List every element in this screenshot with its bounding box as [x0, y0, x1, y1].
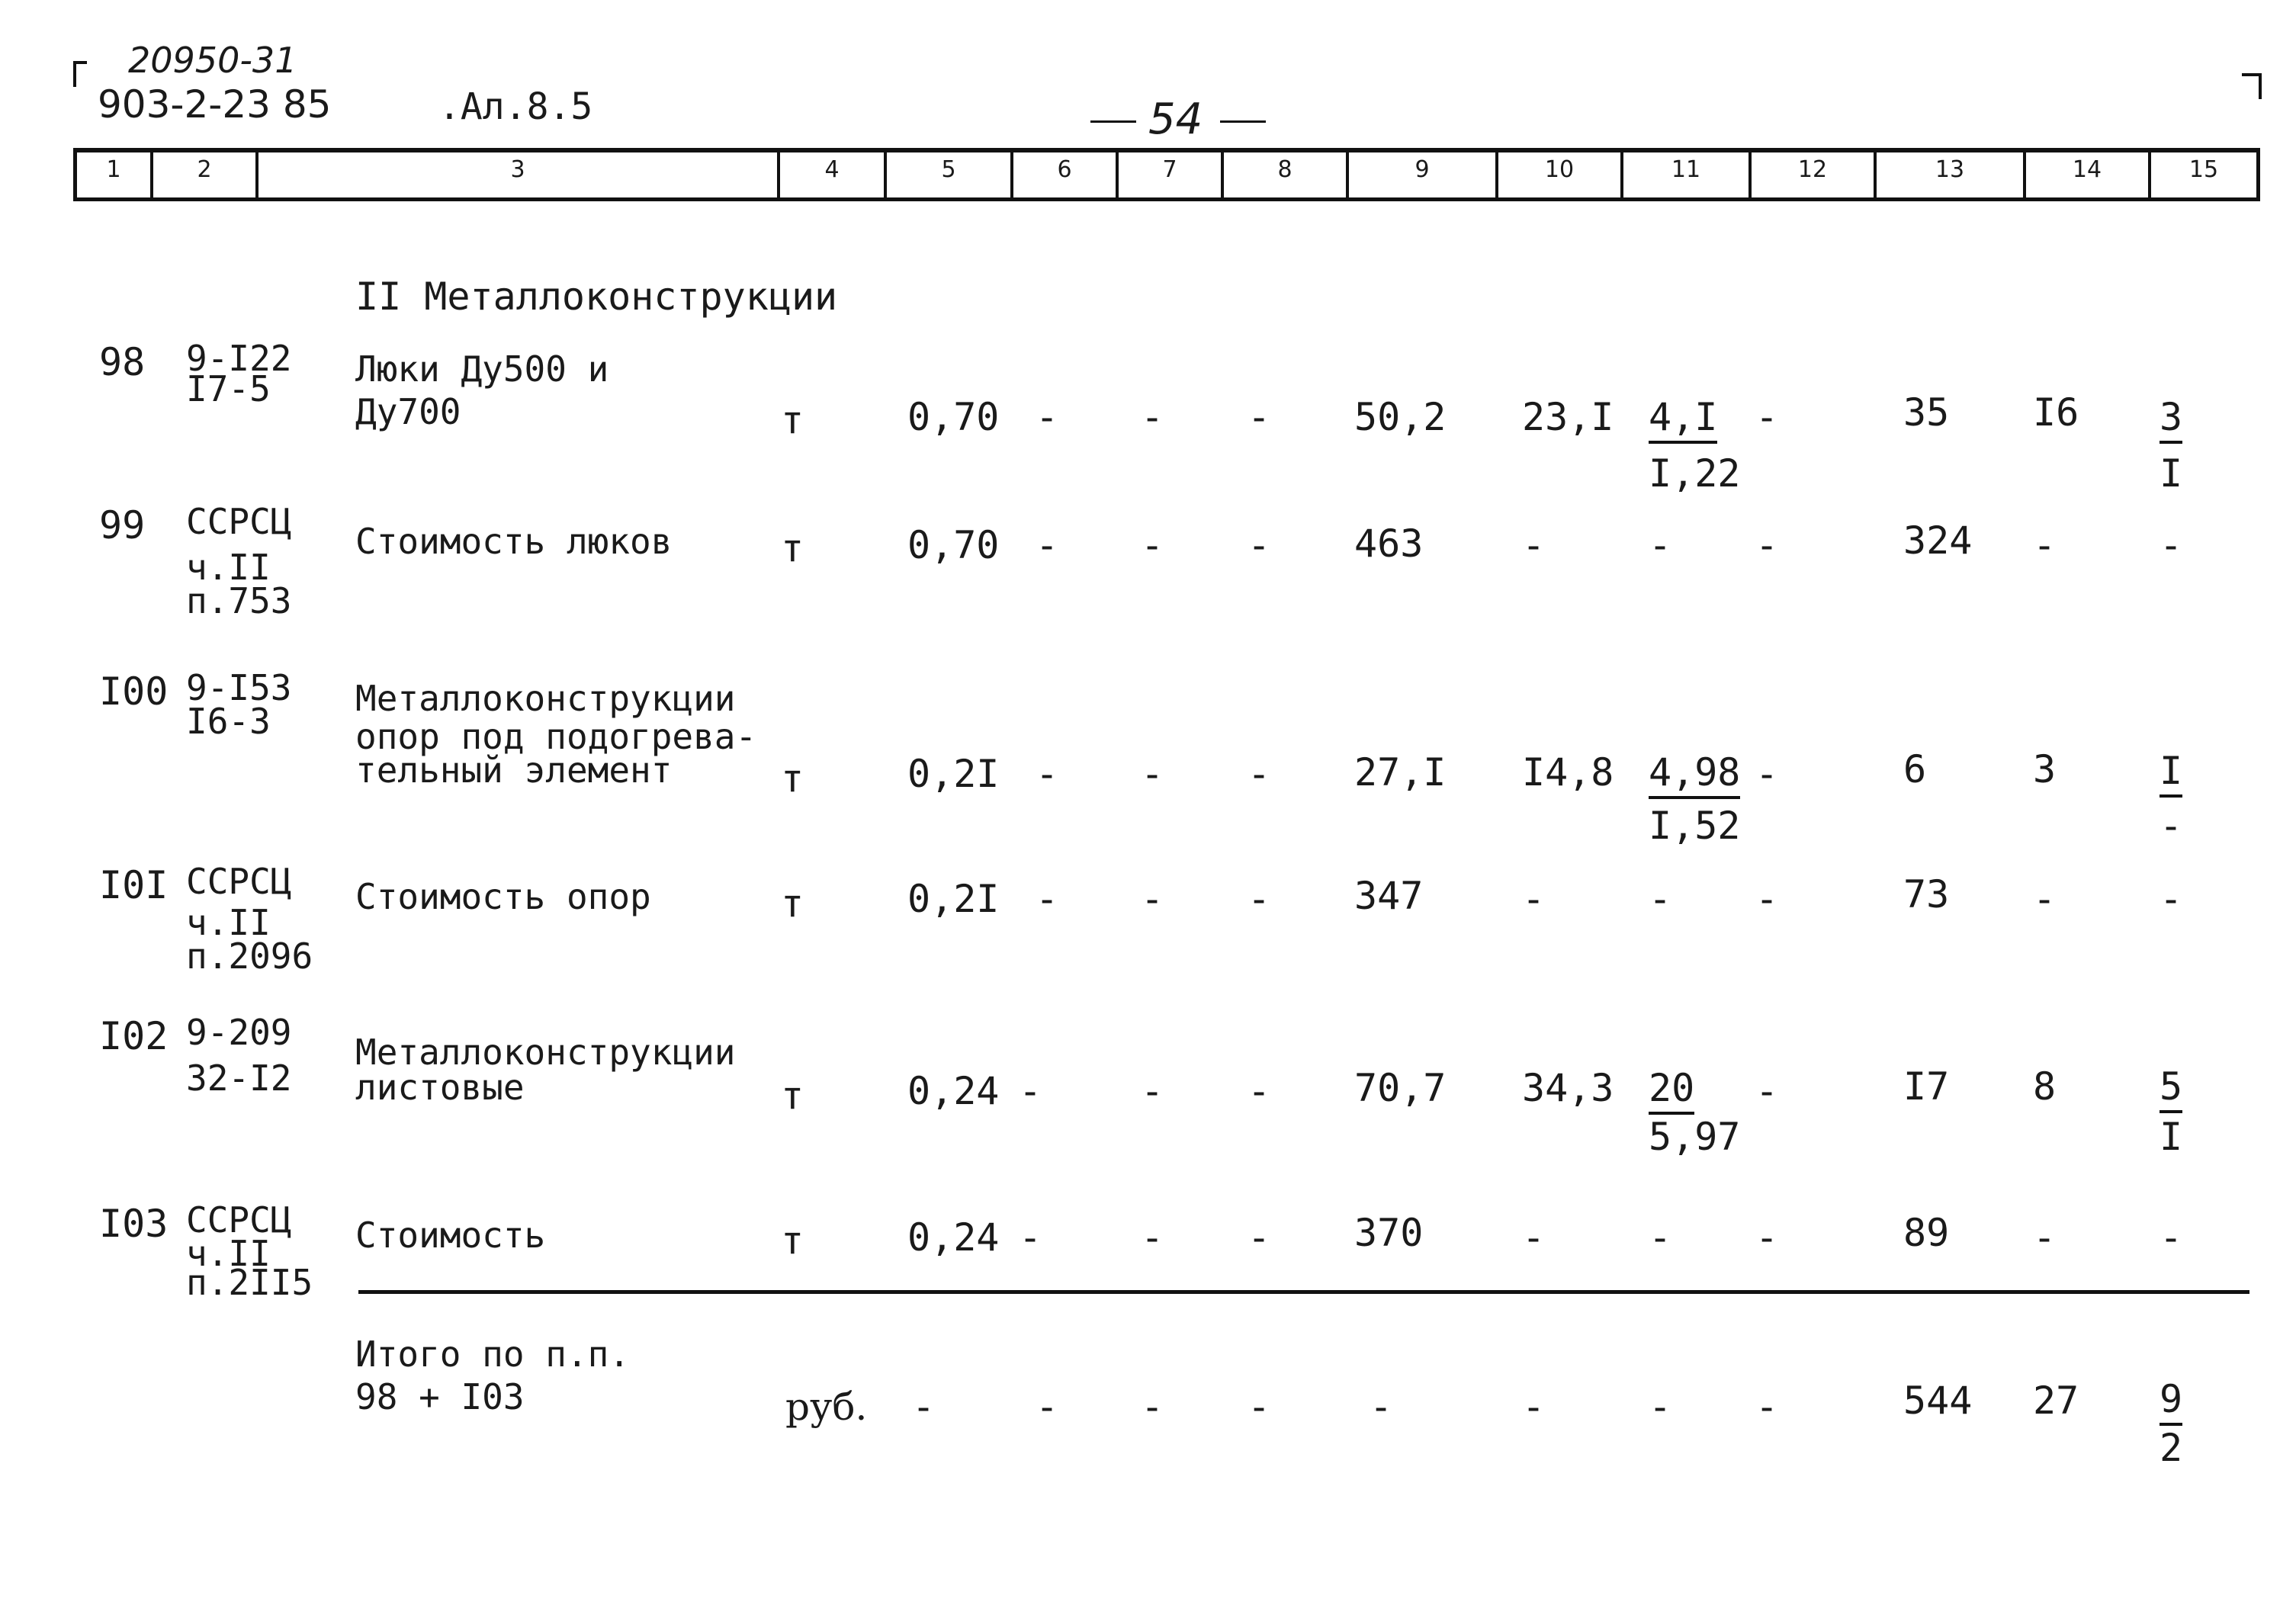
row-100-number: I00: [99, 669, 169, 714]
col-header-8: 8: [1224, 152, 1349, 197]
row-98-unit: т: [781, 398, 804, 442]
total-c11: -: [1649, 1385, 1672, 1429]
col-header-15: 15: [2188, 156, 2219, 183]
row-101-c12: -: [1755, 877, 1779, 921]
col-header-7: 7: [1119, 152, 1224, 197]
row-102-c10: 34,3: [1522, 1066, 1614, 1110]
row-99-c13: 324: [1903, 518, 1973, 563]
row-102-c11-top: 20: [1649, 1066, 1694, 1115]
col-header-14: 14: [2026, 152, 2151, 197]
row-103-c9: 370: [1354, 1211, 1424, 1255]
row-101-code-1: ССРСЦ: [186, 861, 292, 902]
row-98-c8: -: [1248, 395, 1271, 439]
row-98-number: 98: [99, 340, 146, 384]
row-100-c11-top: 4,98: [1649, 750, 1740, 799]
row-98-c15-top: 3: [2160, 395, 2182, 444]
row-100-c12: -: [1755, 752, 1779, 796]
row-101-c13: 73: [1903, 872, 1950, 916]
row-102-code-1: 9-209: [186, 1012, 292, 1053]
row-103-c12: -: [1755, 1215, 1779, 1260]
row-98-c12: -: [1755, 395, 1779, 439]
row-101-c14: -: [2033, 877, 2057, 921]
row-99-c15-top: -: [2160, 523, 2183, 567]
row-102-c9: 70,7: [1354, 1066, 1447, 1110]
row-101-c9: 347: [1354, 874, 1424, 918]
row-99-c10: -: [1522, 523, 1546, 567]
row-99-code-3: п.753: [186, 580, 292, 621]
page-dash-left: [1090, 120, 1136, 123]
row-101-number: I0I: [99, 863, 169, 907]
row-103-code-3: п.2II5: [186, 1262, 313, 1303]
row-103-unit: т: [781, 1218, 804, 1263]
row-100-c15-bottom: -: [2160, 804, 2183, 848]
row-100-c8: -: [1248, 752, 1271, 796]
total-label-2: 98 + I03: [355, 1376, 525, 1417]
total-c9: -: [1370, 1385, 1393, 1429]
row-100-desc-2: опор под подогрева-: [355, 716, 757, 757]
row-99-c6: -: [1036, 523, 1059, 567]
row-98-c11-top: 4,I: [1649, 395, 1717, 444]
row-98-c7: -: [1141, 395, 1164, 439]
row-103-c10: -: [1522, 1215, 1546, 1260]
total-c15-top: 9: [2160, 1377, 2182, 1426]
row-99-qty: 0,70: [907, 523, 1000, 567]
row-102-c14: 8: [2033, 1064, 2057, 1109]
document-code: 903-2-23 85: [98, 82, 332, 127]
row-100-c13: 6: [1903, 747, 1927, 791]
row-98-c10: 23,I: [1522, 395, 1614, 439]
row-101-code-3: п.2096: [186, 936, 313, 977]
row-99-c7: -: [1141, 523, 1164, 567]
row-101-c15-top: -: [2160, 877, 2183, 921]
row-100-c7: -: [1141, 752, 1164, 796]
row-103-c7: -: [1141, 1215, 1164, 1260]
col-header-2: 2: [153, 152, 259, 197]
row-99-c14: -: [2033, 523, 2057, 567]
row-100-unit: т: [781, 756, 804, 801]
row-99-desc-1: Стоимость люков: [355, 521, 673, 562]
row-103-c13: 89: [1903, 1211, 1950, 1255]
row-101-c8: -: [1248, 877, 1271, 921]
total-c13: 544: [1903, 1379, 1973, 1423]
row-101-code-2: ч.II: [186, 902, 271, 943]
row-98-desc-2: Ду700: [355, 391, 461, 432]
row-102-number: I02: [99, 1014, 169, 1058]
row-98-c11-bottom: I,22: [1649, 451, 1741, 496]
row-99-c8: -: [1248, 523, 1271, 567]
row-98-c13: 35: [1903, 390, 1950, 435]
row-101-desc-1: Стоимость опор: [355, 876, 651, 917]
row-101-qty: 0,2I: [907, 877, 1000, 921]
column-header-row: [73, 148, 2260, 201]
totals-divider-line: [358, 1290, 2249, 1294]
row-102-c6: -: [1019, 1069, 1042, 1113]
row-101-c11-top: -: [1649, 877, 1672, 921]
corner-mark-right: [2242, 73, 2262, 99]
page-dash-right: [1220, 120, 1266, 123]
row-99-c11-top: -: [1649, 523, 1672, 567]
col-header-5: 5: [887, 152, 1013, 197]
row-99-number: 99: [99, 503, 146, 547]
total-c6: -: [1036, 1385, 1059, 1429]
row-102-c15-bottom: I: [2160, 1115, 2183, 1159]
section-title: II Металлоконструкции: [355, 274, 838, 319]
row-102-c11-bottom: 5,97: [1649, 1115, 1741, 1159]
row-98-c6: -: [1036, 395, 1059, 439]
col-header-1: 1: [77, 152, 153, 197]
row-102-c8: -: [1248, 1069, 1271, 1113]
row-103-code-2: ч.II: [186, 1233, 271, 1274]
row-98-c14: I6: [2033, 390, 2079, 435]
corner-mark-left: [73, 61, 87, 87]
col-header-9: 9: [1349, 152, 1498, 197]
row-103-c11-top: -: [1649, 1215, 1672, 1260]
row-99-unit: т: [781, 526, 804, 570]
total-label-1: Итого по п.п.: [355, 1334, 631, 1375]
row-102-qty: 0,24: [907, 1069, 1000, 1113]
row-100-c11-bottom: I,52: [1649, 804, 1741, 848]
row-100-c9: 27,I: [1354, 750, 1447, 794]
row-100-qty: 0,2I: [907, 752, 1000, 796]
row-103-desc-1: Стоимость: [355, 1215, 546, 1256]
total-c10: -: [1522, 1385, 1546, 1429]
row-102-c12: -: [1755, 1069, 1779, 1113]
row-102-c15-top: 5: [2160, 1064, 2182, 1113]
row-100-c14: 3: [2033, 747, 2057, 791]
col-header-4: 4: [780, 152, 887, 197]
row-103-number: I03: [99, 1202, 169, 1246]
row-103-qty: 0,24: [907, 1215, 1000, 1260]
row-103-c15-top: -: [2160, 1215, 2183, 1260]
row-102-code-2: 32-I2: [186, 1058, 292, 1099]
col-header-10: 10: [1498, 152, 1623, 197]
row-99-c9: 463: [1354, 522, 1424, 566]
row-103-c8: -: [1248, 1215, 1271, 1260]
row-101-unit: т: [781, 881, 804, 926]
total-c14: 27: [2033, 1379, 2079, 1423]
row-102-c7: -: [1141, 1069, 1164, 1113]
page-number: 54: [1148, 95, 1203, 144]
row-98-c15-bottom: I: [2160, 451, 2183, 496]
row-98-code-1: 9-I22: [186, 338, 292, 379]
row-100-c10: I4,8: [1522, 750, 1614, 794]
row-100-code-2: I6-3: [186, 701, 271, 742]
total-c12: -: [1755, 1385, 1779, 1429]
row-103-c6: -: [1019, 1215, 1042, 1260]
row-101-c10: -: [1522, 877, 1546, 921]
row-100-c6: -: [1036, 752, 1059, 796]
row-99-c12: -: [1755, 523, 1779, 567]
row-98-c9: 50,2: [1354, 395, 1447, 439]
row-100-code-1: 9-I53: [186, 667, 292, 708]
row-98-desc-1: Люки Ду500 и: [355, 348, 609, 390]
row-101-c6: -: [1036, 877, 1059, 921]
row-102-unit: т: [781, 1074, 804, 1118]
total-c15-bottom: 2: [2160, 1426, 2183, 1470]
col-header-12: 12: [1752, 152, 1877, 197]
row-100-desc-3: тельный элемент: [355, 750, 673, 791]
row-100-desc-1: Металлоконструкции: [355, 678, 736, 719]
row-99-code-2: ч.II: [186, 547, 271, 588]
col-header-3: 3: [259, 152, 780, 197]
total-c7: -: [1141, 1385, 1164, 1429]
row-103-c14: -: [2033, 1215, 2057, 1260]
total-unit: руб.: [785, 1385, 868, 1429]
row-98-qty: 0,70: [907, 395, 1000, 439]
total-c8: -: [1248, 1385, 1271, 1429]
row-102-desc-1: Металлоконструкции: [355, 1032, 736, 1073]
row-100-c15-top: I: [2160, 749, 2182, 798]
row-103-code-1: ССРСЦ: [186, 1199, 292, 1241]
col-header-6: 6: [1013, 152, 1119, 197]
row-102-c13: I7: [1903, 1064, 1950, 1109]
row-101-c7: -: [1141, 877, 1164, 921]
row-99-code-1: ССРСЦ: [186, 501, 292, 542]
total-c5: -: [912, 1385, 936, 1429]
row-102-desc-2: листовые: [355, 1067, 525, 1108]
row-98-code-2: I7-5: [186, 368, 271, 409]
col-header-13: 13: [1877, 152, 2026, 197]
col-header-11: 11: [1623, 152, 1752, 197]
sheet-label: .Ал.8.5: [438, 85, 593, 128]
handwritten-number: 20950-31: [128, 40, 297, 81]
